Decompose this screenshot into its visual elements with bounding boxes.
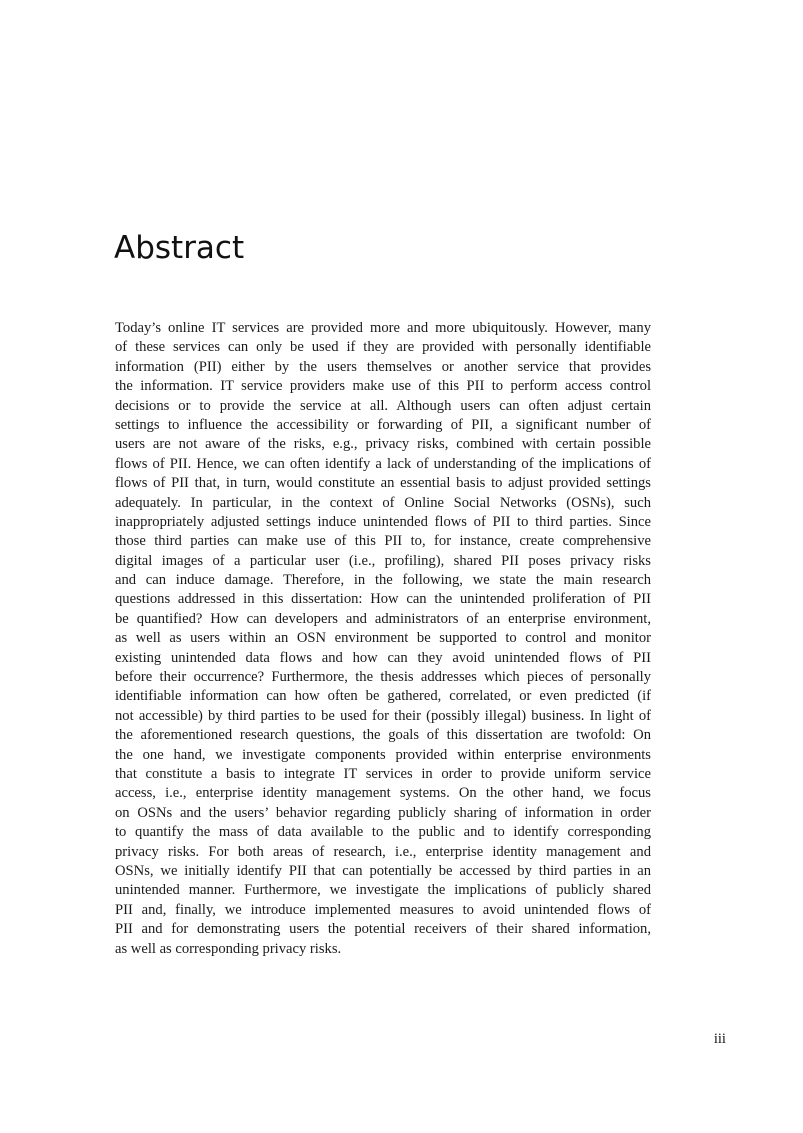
paragraph-line: the one hand, we investigate components provided within enterprise environments bbox=[115, 746, 651, 763]
page-title: Abstract bbox=[114, 230, 245, 266]
paragraph-line: existing unintended data flows and how can they avoid unintended flows of PII bbox=[115, 649, 651, 666]
paragraph-line: on OSNs and the users’ behavior regarding publicly sharing of information in order bbox=[115, 804, 651, 821]
paragraph-line: flows of PII. Hence, we can often identify a lack of understanding of the implications of bbox=[115, 455, 651, 472]
paragraph-line: identifiable information can how often be gathered, correlated, or even predicted (if bbox=[115, 688, 651, 705]
paragraph-line: decisions or to provide the service at all. Although users can often adjust certain bbox=[115, 397, 651, 414]
paragraph-line: access, i.e., enterprise identity management systems. On the other hand, we focus bbox=[115, 785, 651, 802]
paragraph-line: inappropriately adjusted settings induce unintended flows of PII to third parties. Since bbox=[115, 513, 651, 530]
paragraph-line: as well as users within an OSN environment be supported to control and monitor bbox=[115, 630, 651, 647]
paragraph-line: flows of PII that, in turn, would constitute an essential basis to adjust provided settings bbox=[115, 475, 651, 492]
paragraph-line: not accessible) by third parties to be used for their (possibly illegal) business. In light of bbox=[115, 707, 651, 724]
paragraph-line: that constitute a basis to integrate IT services in order to provide uniform service bbox=[115, 765, 651, 782]
paragraph-line: the aforementioned research questions, the goals of this dissertation are twofold: On bbox=[115, 727, 651, 744]
paragraph-line: adequately. In particular, in the context of Online Social Networks (OSNs), such bbox=[115, 494, 651, 511]
paragraph-line: be quantified? How can developers and administrators of an enterprise environment, bbox=[115, 610, 651, 627]
paragraph-line: information (PII) either by the users themselves or another service that provides bbox=[115, 358, 651, 375]
paragraph-line: PII and for demonstrating users the potential receivers of their shared information, bbox=[115, 921, 651, 938]
abstract-paragraph bbox=[115, 319, 651, 959]
paragraph-line: OSNs, we initially identify PII that can potentially be accessed by third parties in an bbox=[115, 862, 651, 879]
paragraph-line: to quantify the mass of data available to the public and to identify corresponding bbox=[115, 824, 651, 841]
paragraph-line: before their occurrence? Furthermore, the thesis addresses which pieces of personally bbox=[115, 669, 651, 686]
paragraph-line: of these services can only be used if they are provided with personally identifiable bbox=[115, 339, 651, 356]
paragraph-line: PII and, finally, we introduce implemented measures to avoid unintended flows of bbox=[115, 901, 651, 918]
paragraph-line: unintended manner. Furthermore, we investigate the implications of publicly shared bbox=[115, 882, 651, 899]
paragraph-line: as well as corresponding privacy risks. bbox=[115, 940, 342, 957]
page-number: iii bbox=[713, 1031, 726, 1047]
paragraph-line: Today’s online IT services are provided more and more ubiquitously. However, many bbox=[115, 320, 651, 336]
paragraph-line: questions addressed in this dissertation: How can the unintended proliferation of PII bbox=[115, 591, 651, 608]
paragraph-line: and can induce damage. Therefore, in the following, we state the main research bbox=[115, 572, 651, 589]
paragraph-line: users are not aware of the risks, e.g., privacy risks, combined with certain possible bbox=[115, 436, 651, 453]
paragraph-line: privacy risks. For both areas of research, i.e., enterprise identity management and bbox=[115, 843, 651, 860]
paragraph-line: settings to influence the accessibility or forwarding of PII, a significant number of bbox=[115, 416, 651, 433]
paragraph-line: the information. IT service providers make use of this PII to perform access control bbox=[115, 378, 651, 395]
paragraph-line: those third parties can make use of this PII to, for instance, create comprehensive bbox=[115, 533, 651, 550]
paragraph-line: digital images of a particular user (i.e., profiling), shared PII poses privacy risks bbox=[115, 552, 651, 569]
